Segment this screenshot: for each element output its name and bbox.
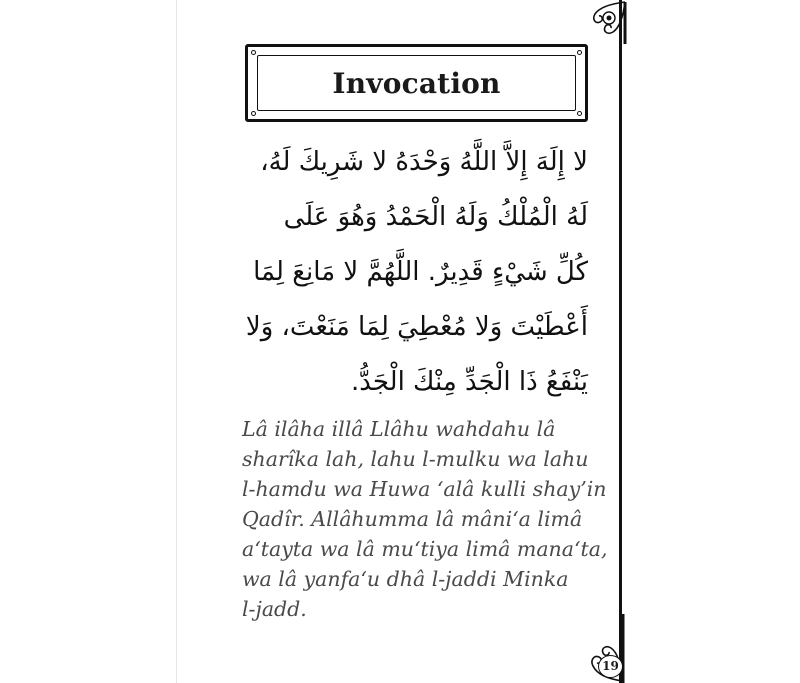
transliteration-line: a‘tayta wa lâ mu‘tiya limâ mana‘ta, (242, 537, 608, 561)
corner-ornament-icon (589, 0, 627, 44)
arabic-line: كُلِّ شَيْءٍ قَدِيرٌ. اللَّهُمَّ لا مَانِعَ لِمَا (253, 257, 588, 287)
arabic-line: لَهُ الْمُلْكُ وَلَهُ الْحَمْدُ وَهُوَ عَلَى (283, 202, 588, 232)
page-number-badge (598, 655, 623, 678)
transliteration-line: Lâ ilâha illâ Llâhu wahdahu lâ (242, 417, 556, 441)
transliteration-line: l-jadd. (242, 597, 307, 621)
arabic-line: يَنْفَعُ ذَا الْجَدِّ مِنْكَ الْجَدُّ. (350, 367, 588, 397)
transliteration-text (242, 414, 608, 624)
page-title: Invocation (332, 67, 501, 100)
transliteration-line: wa lâ yanfa‘u dhâ l-jaddi Minka (242, 567, 569, 591)
page-number: 19 (602, 659, 619, 673)
arabic-line: لا إِلَهَ إِلاَّ اللَّهُ وَحْدَهُ لا شَرِيكَ لَهُ، (260, 147, 588, 177)
arabic-line: أَعْطَيْتَ وَلا مُعْطِيَ لِمَا مَنَعْتَ، وَلا (245, 312, 588, 342)
transliteration-line: sharîka lah, lahu l-mulku wa lahu (242, 447, 589, 471)
transliteration-line: Qadîr. Allâhumma lâ mâni‘a limâ (242, 507, 583, 531)
arabic-text (242, 135, 588, 410)
title-frame (245, 44, 588, 122)
transliteration-line: l-hamdu wa Huwa ‘alâ kulli shay’in (242, 477, 607, 501)
